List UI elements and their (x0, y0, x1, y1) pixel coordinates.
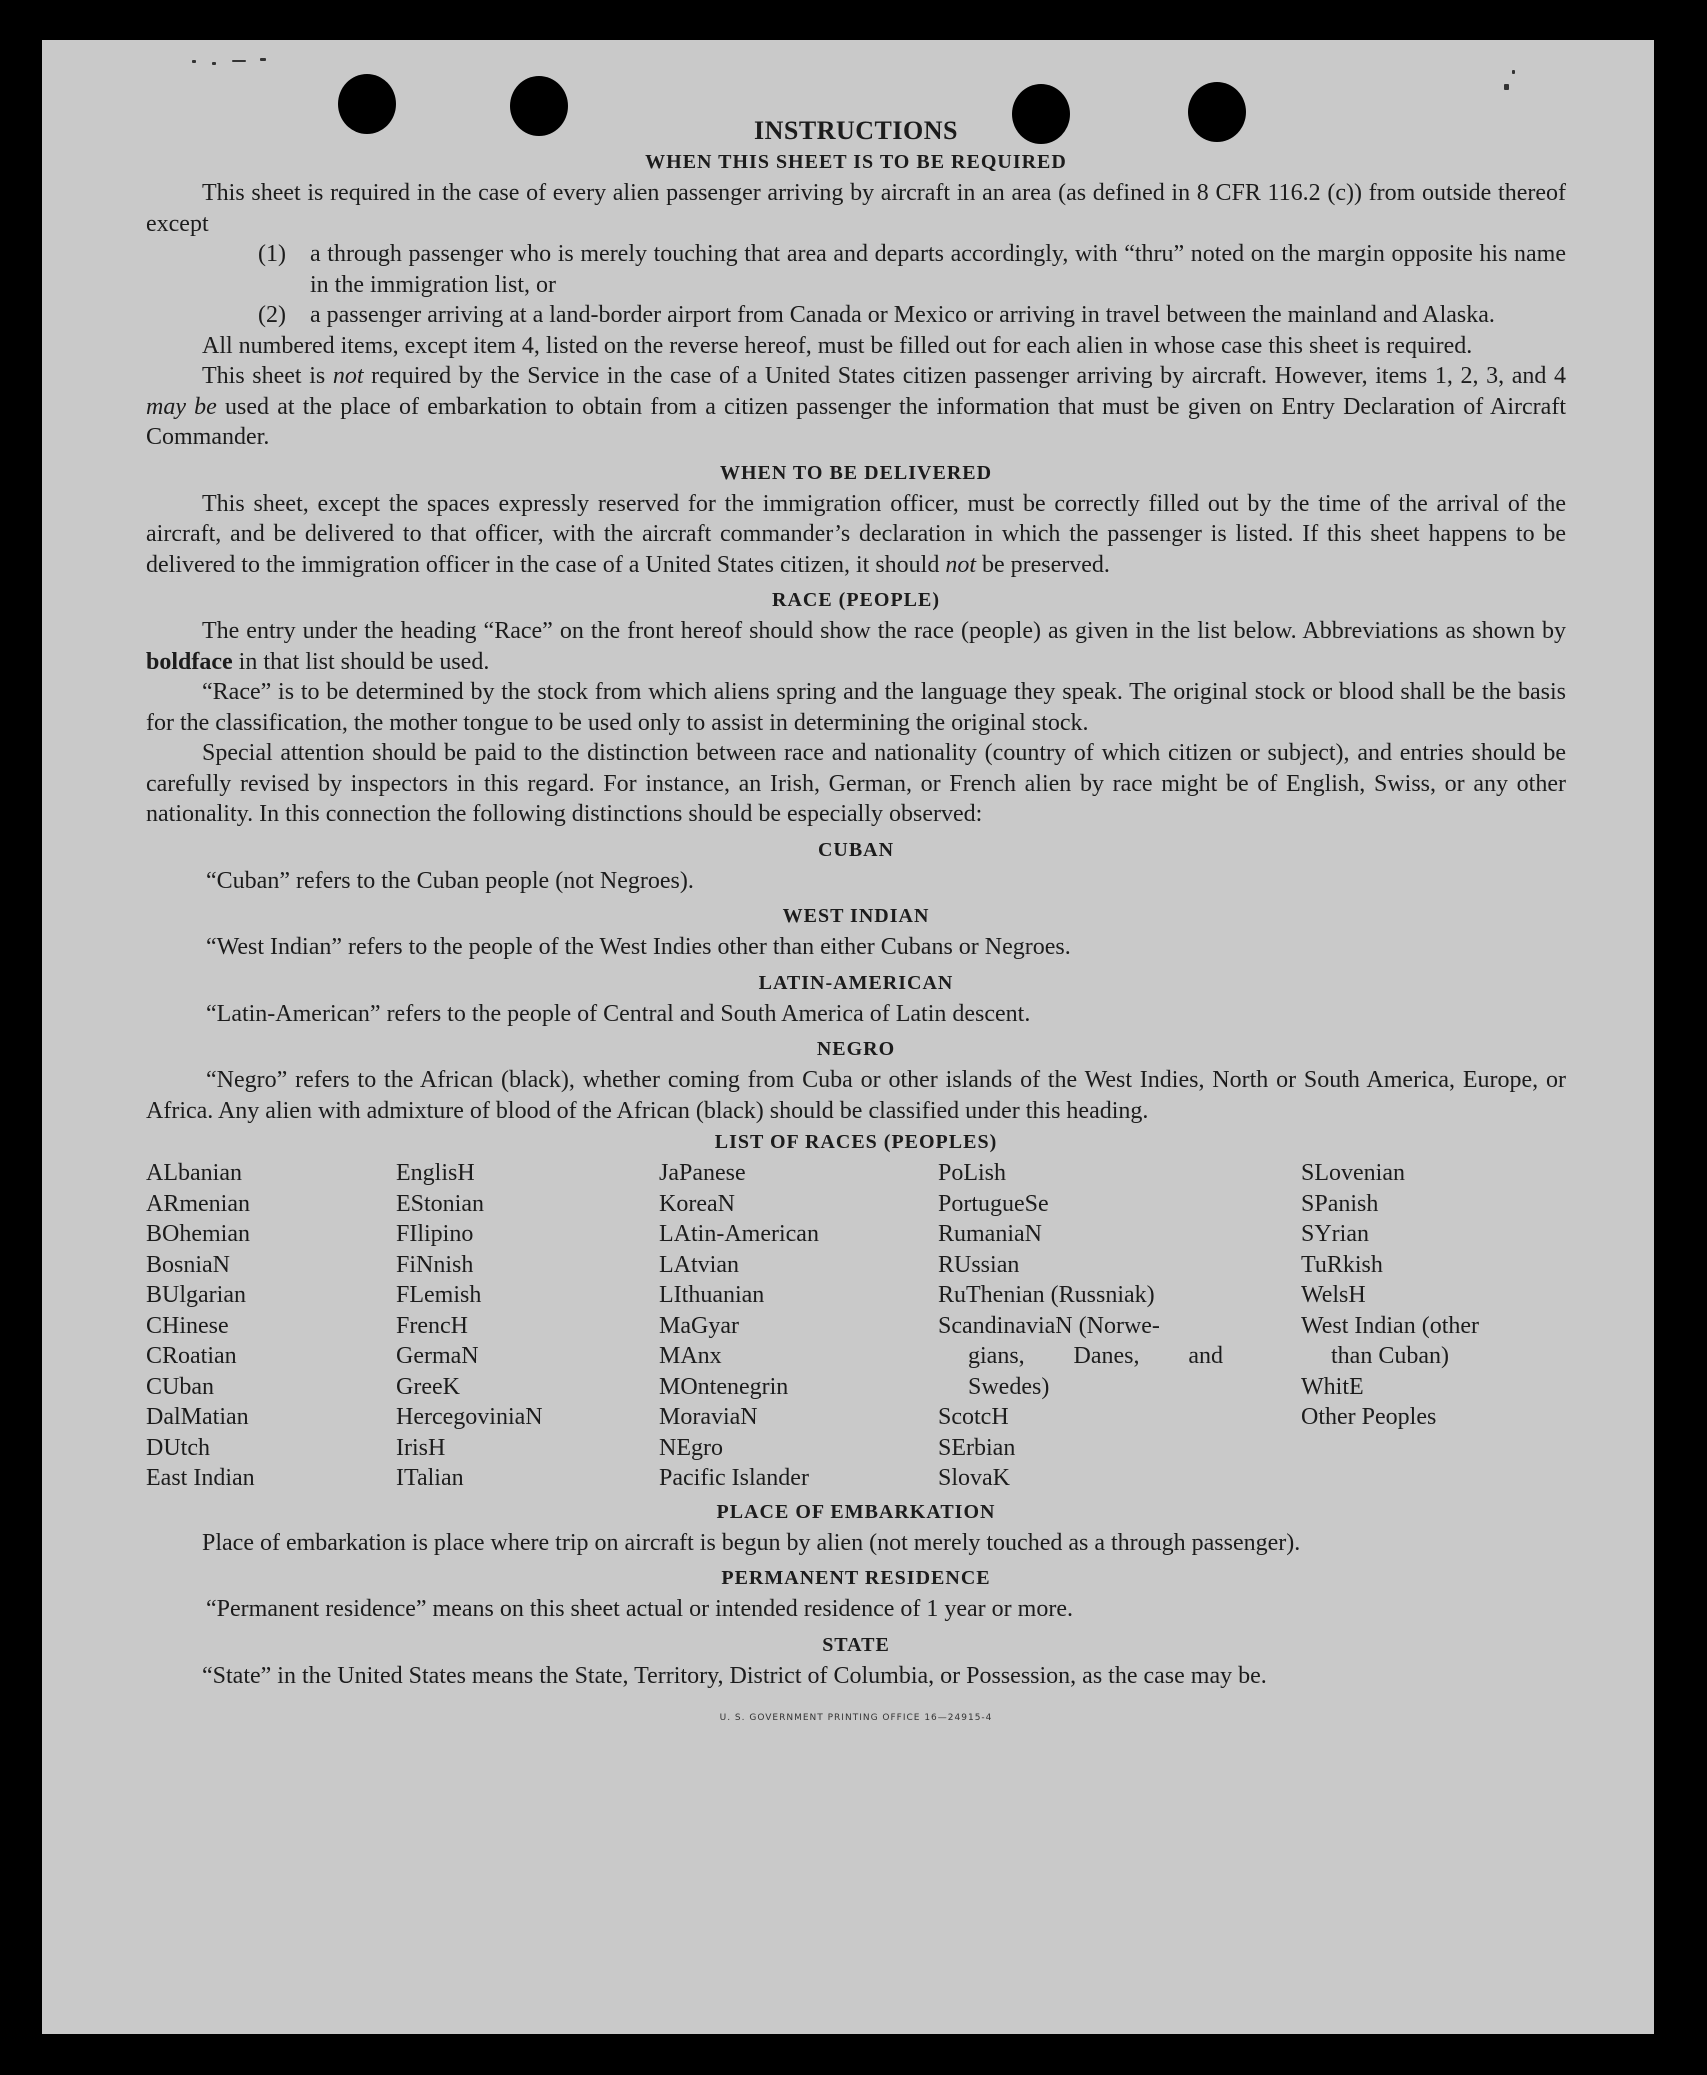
race-entry-continued: gians, Danes, and (968, 1343, 1223, 1369)
race-entry: WhitE (1301, 1373, 1364, 1400)
race-entry: East Indian (146, 1465, 255, 1491)
exception-text: a passenger arriving at a land-border airport from Canada or Mexico or arriving in travel between the mainland and Alaska. (310, 302, 1495, 328)
page-title: INSTRUCTIONS (754, 116, 958, 145)
race-entry: DUtch (146, 1434, 210, 1461)
race-entry-continued: than Cuban) (1331, 1343, 1449, 1369)
race-entry: PortugueSe (938, 1190, 1049, 1217)
race-entry: Other Peoples (1301, 1404, 1437, 1430)
race-entry: FrencH (396, 1312, 468, 1339)
speck (232, 60, 246, 62)
heading-permanent-residence: PERMANENT RESIDENCE (721, 1567, 991, 1589)
race-entry: ALbanian (146, 1160, 242, 1186)
definition-negro: “Negro” refers to the African (black), whether coming from Cuba or other islands of the West Indies, North or South America, Europe, or Africa. Any alien with admixture of blood of the African (black) should be classified under this heading. (146, 1067, 1566, 1124)
race-entry: SErbian (938, 1434, 1016, 1461)
printer-imprint: U. S. GOVERNMENT PRINTING OFFICE 16—24915-4 (719, 1713, 993, 1723)
required-intro: This sheet is required in the case of every alien passenger arriving by aircraft in an area (as defined in 8 CFR 116.2 (c)) from outside thereof except (146, 180, 1566, 237)
exception-item (146, 300, 1566, 331)
race-entry: RuThenian (Russniak) (938, 1282, 1155, 1308)
race-entry: MAnx (659, 1343, 722, 1369)
race-entry: ITalian (396, 1465, 464, 1491)
heading-list-of-races: LIST OF RACES (PEOPLES) (714, 1131, 998, 1153)
race-entry: EStonian (396, 1190, 484, 1217)
heading-west-indian: WEST INDIAN (782, 905, 930, 927)
embarkation-paragraph: Place of embarkation is place where trip on aircraft is begun by alien (not merely touched as a through passenger). (202, 1529, 1301, 1556)
exception-number: (2) (258, 302, 286, 328)
race-entry: ScotcH (938, 1404, 1009, 1430)
heading-latin-american: LATIN-AMERICAN (758, 971, 954, 994)
race-entry: SlovaK (938, 1465, 1010, 1491)
race-entry: ScandinaviaN (Norwe- (938, 1312, 1160, 1339)
citizen-paragraph: This sheet is not required by the Service in the case of a United States citizen passenger arriving by aircraft. However, items 1, 2, 3, and 4 may be used at the place of embarkation to obtain from a citizen passenger the information that must be given on Entry Declaration of Aircraft Commander. (146, 363, 1566, 450)
race-entry: BosniaN (146, 1251, 230, 1278)
race-entry: LAtvian (659, 1251, 739, 1278)
race-entry: SYrian (1301, 1221, 1369, 1247)
races-column (1301, 1158, 1563, 1494)
race-entry: FiNnish (396, 1251, 474, 1278)
heading-cuban: CUBAN (817, 838, 895, 861)
race-entry: JaPanese (659, 1160, 746, 1186)
race-entry: LIthuanian (659, 1282, 765, 1308)
race-entry: NEgro (659, 1434, 723, 1461)
race-paragraph-1: The entry under the heading “Race” on the front hereof should show the race (people) as given in the list below. Abbreviations as shown by boldface in that list should be used. (146, 618, 1566, 675)
race-entry: ARmenian (146, 1190, 250, 1217)
exception-item (146, 239, 1566, 300)
race-entry: SPanish (1301, 1190, 1379, 1217)
race-paragraph-3: Special attention should be paid to the distinction between race and nationality (country of which citizen or subject), and entries should be carefully revised by inspectors in this regard. For instance, an Irish, German, or French alien by race might be of English, Swiss, or any other nationality. In this connection the following distinctions should be especially observed: (146, 740, 1566, 827)
race-entry: PoLish (938, 1160, 1007, 1186)
race-entry: Pacific Islander (659, 1465, 809, 1491)
race-entry: SLovenian (1301, 1160, 1405, 1186)
race-entry: RUssian (938, 1251, 1020, 1278)
race-entry: GermaN (396, 1343, 479, 1369)
state-paragraph: “State” in the United States means the State, Territory, District of Columbia, or Possession, as the case may be. (202, 1662, 1267, 1689)
race-entry: HercegoviniaN (396, 1404, 543, 1430)
race-entry: WelsH (1301, 1282, 1366, 1308)
race-entry: CHinese (146, 1312, 229, 1339)
speck (212, 62, 216, 65)
races-column (659, 1158, 938, 1494)
instructions-body (146, 114, 1566, 1734)
heading-state: STATE (822, 1633, 890, 1656)
races-column (146, 1158, 396, 1494)
speck (1504, 84, 1509, 90)
speck (260, 58, 266, 61)
race-entry: RumaniaN (938, 1221, 1042, 1247)
race-entry: BOhemian (146, 1221, 250, 1247)
race-entry: FIlipino (396, 1221, 474, 1247)
races-column (396, 1158, 659, 1494)
exception-number: (1) (258, 241, 286, 267)
race-paragraph-2: “Race” is to be determined by the stock from which aliens spring and the language they speak. The original stock or blood shall be the basis for the classification, the mother tongue to be used only to assist in determining the original stock. (146, 679, 1566, 736)
race-entry: CUban (146, 1373, 214, 1400)
definition-west-indian: “West Indian” refers to the people of the West Indies other than either Cubans or Negroes. (206, 934, 1071, 960)
race-entry: West Indian (other (1301, 1312, 1480, 1339)
race-entry: BUlgarian (146, 1282, 246, 1308)
race-entry: EnglisH (396, 1160, 475, 1186)
race-entry: MOntenegrin (659, 1373, 789, 1400)
delivered-paragraph: This sheet, except the spaces expressly reserved for the immigration officer, must be correctly filled out by the time of the arrival of the aircraft, and be delivered to that officer, with the aircraft commander’s declaration in which the passenger is listed. If this sheet happens to be delivered to the immigration officer in the case of a United States citizen, it should not be preserved. (146, 490, 1566, 578)
heading-when-required: WHEN THIS SHEET IS TO BE REQUIRED (645, 151, 1067, 173)
race-entry: LAtin-American (659, 1221, 819, 1247)
races-list (146, 1158, 1566, 1494)
document-page (42, 40, 1654, 2034)
race-entry-continued: Swedes) (968, 1373, 1050, 1400)
heading-race: RACE (PEOPLE) (772, 589, 940, 611)
race-entry: MoraviaN (659, 1404, 758, 1430)
residence-paragraph: “Permanent residence” means on this sheet actual or intended residence of 1 year or more. (206, 1596, 1073, 1622)
speck (1512, 70, 1515, 74)
numbered-items-paragraph: All numbered items, except item 4, listed on the reverse hereof, must be filled out for each alien in whose case this sheet is required. (202, 332, 1473, 359)
heading-negro: NEGRO (816, 1038, 896, 1060)
race-entry: DalMatian (146, 1404, 249, 1430)
race-entry: IrisH (396, 1434, 446, 1461)
heading-place-of-embarkation: PLACE OF EMBARKATION (716, 1500, 996, 1523)
race-entry: TuRkish (1301, 1251, 1383, 1278)
speck (192, 60, 196, 63)
heading-when-delivered: WHEN TO BE DELIVERED (719, 461, 993, 484)
race-entry: FLemish (396, 1282, 482, 1308)
race-entry: GreeK (396, 1373, 460, 1400)
races-column (938, 1158, 1301, 1494)
definition-cuban: “Cuban” refers to the Cuban people (not Negroes). (206, 867, 694, 894)
race-entry: MaGyar (659, 1312, 739, 1339)
exception-text: a through passenger who is merely touching that area and departs accordingly, with “thru” noted on the margin opposite his name in the immigration list, or (310, 241, 1566, 298)
race-entry: KoreaN (659, 1190, 735, 1217)
definition-latin-american: “Latin-American” refers to the people of Central and South America of Latin descent. (206, 1000, 1031, 1027)
race-entry: CRoatian (146, 1343, 237, 1369)
